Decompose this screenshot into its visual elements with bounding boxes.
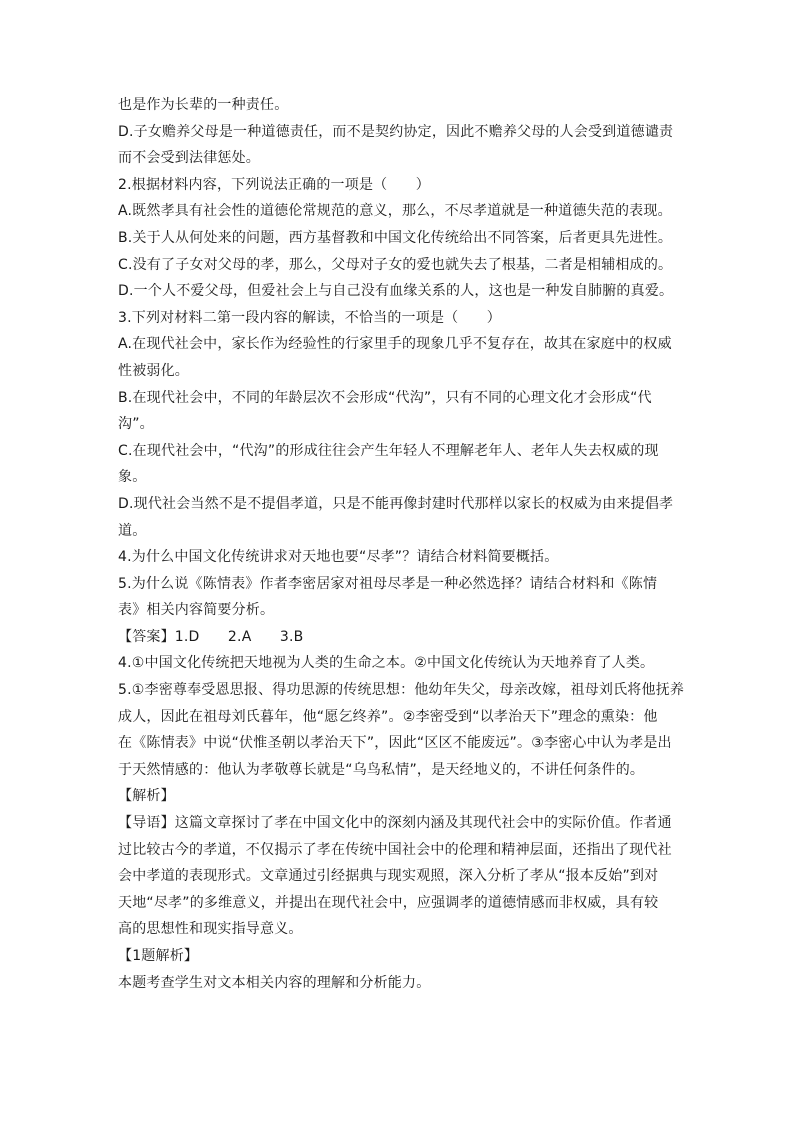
option-d: D.现代社会当然不是不提倡孝道，只是不能再像封建时代那样以家长的权威为由来提倡孝 <box>118 495 674 512</box>
answer-4: 4.①中国文化传统把天地视为人类的生命之本。②中国文化传统认为天地养育了人类。 <box>118 655 655 672</box>
text-line: 天地“尽孝”的多维意义，并提出在现代社会中，应强调孝的道德情感而非权威，具有较 <box>118 894 659 911</box>
option-b: B.在现代社会中，不同的年龄层次不会形成“代沟”，只有不同的心理文化才会形成“代 <box>118 389 652 406</box>
text-line: 会中孝道的表现形式。文章通过引经据典与现实观照，深入分析了孝从“报本反始”到对 <box>118 868 659 885</box>
option-a: A.在现代社会中，家长作为经验性的行家里手的现象几乎不复存在，故其在家庭中的权威 <box>118 336 672 353</box>
text-line: D.子女赡养父母是一种道德责任，而不是契约协定，因此不赡养父母的人会受到道德谴责 <box>118 123 674 140</box>
option-d: D.一个人不爱父母，但爱社会上与自己没有血缘关系的人，这也是一种发自肺腑的真爱。 <box>118 283 674 300</box>
text-line: 本题考查学生对文本相关内容的理解和分析能力。 <box>118 974 431 991</box>
text-line: 于天然情感的：他认为孝敬尊长就是“乌鸟私情”，是天经地义的，不讲任何条件的。 <box>118 761 645 778</box>
text-line: 表》相关内容简要分析。 <box>118 602 275 619</box>
text-line: 沟”。 <box>118 416 154 433</box>
question-5: 5.为什么说《陈情表》作者李密居家对祖母尽孝是一种必然选择？请结合材料和《陈情 <box>118 575 658 592</box>
answer-5: 5.①李密尊奉受恩思报、得功思源的传统思想：他幼年失父，母亲改嫁，祖母刘氏将他抚养 <box>118 682 685 699</box>
option-b: B.关于人从何处来的问题，西方基督教和中国文化传统给出不同答案，后者更具先进性。 <box>118 229 673 246</box>
option-c: C.没有了子女对父母的孝，那么，父母对子女的爱也就失去了根基，二者是相辅相成的。 <box>118 256 673 273</box>
text-line: 也是作为长辈的一种责任。 <box>118 97 289 113</box>
text-line: 性被弱化。 <box>118 362 189 379</box>
question-4: 4.为什么中国文化传统讲求对天地也要“尽孝”？请结合材料简要概括。 <box>118 549 559 566</box>
text-line: 道。 <box>118 522 147 539</box>
option-a: A.既然孝具有社会性的道德伦常规范的意义，那么，不尽孝道就是一种道德失范的表现。 <box>118 203 672 220</box>
question-3: 3.下列对材料二第一段内容的解读，不恰当的一项是（ ） <box>118 309 501 326</box>
analysis-heading: 【解析】 <box>118 788 175 805</box>
intro-paragraph: 【导语】这篇文章探讨了孝在中国文化中的深刻内涵及其现代社会中的实际价值。作者通 <box>118 815 672 832</box>
text-line: 成人，因此在祖母刘氏暮年，他“愿乞终养”。②李密受到“以孝治天下”理念的熏染：他 <box>118 708 658 725</box>
answer-heading: 【答案】1.D 2.A 3.B <box>118 628 304 645</box>
option-c: C.在现代社会中，“代沟”的形成往往会产生年轻人不理解老年人、老年人失去权威的现 <box>118 442 659 459</box>
question-1-analysis-heading: 【1题解析】 <box>118 948 199 964</box>
text-line: 高的思想性和现实指导意义。 <box>118 921 303 938</box>
question-2: 2.根据材料内容，下列说法正确的一项是（ ） <box>118 176 430 193</box>
text-line: 过比较古今的孝道，不仅揭示了孝在传统中国社会中的伦理和精神层面，还指出了现代社 <box>118 841 672 858</box>
text-line: 象。 <box>118 469 147 486</box>
text-line: 而不会受到法律惩处。 <box>118 150 260 167</box>
text-line: 在《陈情表》中说“伏惟圣朝以孝治天下”，因此“区区不能废远”。③李密心中认为孝是出 <box>118 735 672 752</box>
